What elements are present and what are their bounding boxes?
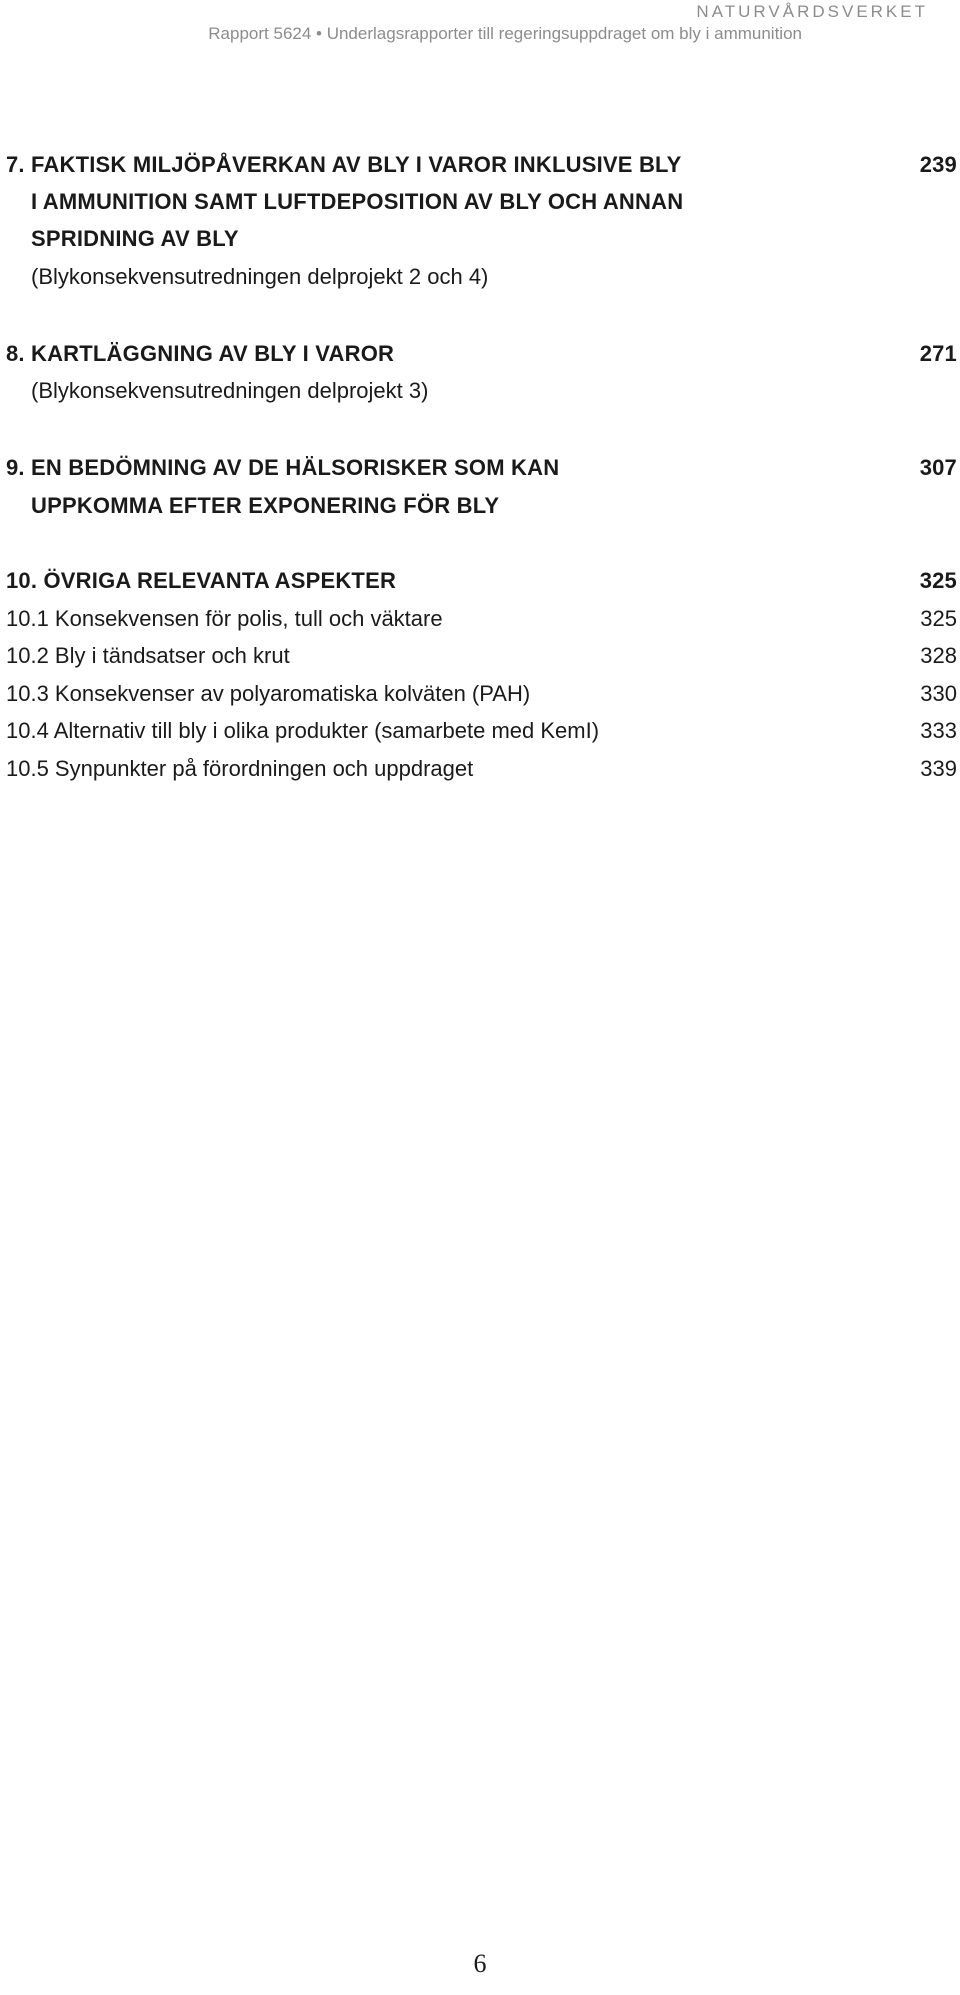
toc-entry-subtitle: (Blykonsekvensutredningen delprojekt 3) [31, 378, 429, 403]
agency-name: NATURVÅRDSVERKET [696, 2, 928, 21]
toc-entry-7[interactable] [6, 146, 957, 184]
toc-entry-title: EN BEDÖMNING AV DE HÄLSORISKER SOM KAN [31, 455, 560, 480]
toc-subentry-page: 333 [920, 718, 957, 743]
toc-entry-8[interactable] [6, 335, 957, 373]
toc-entry-title: KARTLÄGGNING AV BLY I VAROR [31, 341, 395, 366]
toc-subentry-title: 10.5 Synpunkter på förordningen och uppdraget [6, 756, 474, 781]
toc-entry-title: UPPKOMMA EFTER EXPONERING FÖR BLY [31, 493, 500, 518]
toc-entry-title: 10. ÖVRIGA RELEVANTA ASPEKTER [6, 568, 397, 593]
toc-subentry-page: 330 [920, 681, 957, 706]
toc-subentry-10-3[interactable] [6, 675, 957, 713]
toc-subentry-title: 10.3 Konsekvenser av polyaromatiska kolväten (PAH) [6, 681, 531, 706]
toc-entry-title: I AMMUNITION SAMT LUFTDEPOSITION AV BLY OCH ANNAN [31, 189, 684, 214]
toc-subentry-page: 339 [920, 756, 957, 781]
toc-entry-number: 9. [6, 455, 25, 480]
toc-subentry-10-5[interactable] [6, 750, 957, 788]
toc-subentry-page: 328 [920, 643, 957, 668]
toc-entry-7-subtitle [6, 258, 957, 296]
toc-entry-page: 325 [919, 568, 957, 593]
toc-subentry-10-2[interactable] [6, 637, 957, 675]
toc-entry-7-continued [6, 220, 957, 258]
toc-subentry-title: 10.1 Konsekvensen för polis, tull och väktare [6, 606, 443, 631]
toc-entry-number: 7. [6, 152, 25, 177]
toc-entry-title: FAKTISK MILJÖPÅVERKAN AV BLY I VAROR INKLUSIVE BLY [31, 152, 682, 177]
toc-subentry-10-4[interactable] [6, 712, 957, 750]
toc-entry-8-subtitle [6, 372, 957, 410]
toc-subentry-10-1[interactable] [6, 600, 957, 638]
page-number: 6 [473, 1949, 487, 1978]
toc-entry-number: 8. [6, 341, 25, 366]
toc-subentry-page: 325 [920, 606, 957, 631]
running-head: Rapport 5624 • Underlagsrapporter till regeringsuppdraget om bly i ammunition [208, 24, 802, 43]
toc-subentry-title: 10.2 Bly i tändsatser och krut [6, 643, 290, 668]
toc-entry-page: 307 [919, 455, 957, 480]
toc-entry-page: 271 [919, 341, 957, 366]
toc-entry-10[interactable] [6, 562, 957, 600]
toc-entry-7-continued [6, 183, 957, 221]
toc-entry-9-continued [6, 487, 957, 525]
toc-subentry-title: 10.4 Alternativ till bly i olika produkter (samarbete med KemI) [6, 718, 600, 743]
toc-entry-9[interactable] [6, 449, 957, 487]
toc-entry-subtitle: (Blykonsekvensutredningen delprojekt 2 och 4) [31, 264, 489, 289]
toc-entry-title: SPRIDNING AV BLY [31, 226, 239, 251]
toc-entry-page: 239 [919, 152, 957, 177]
